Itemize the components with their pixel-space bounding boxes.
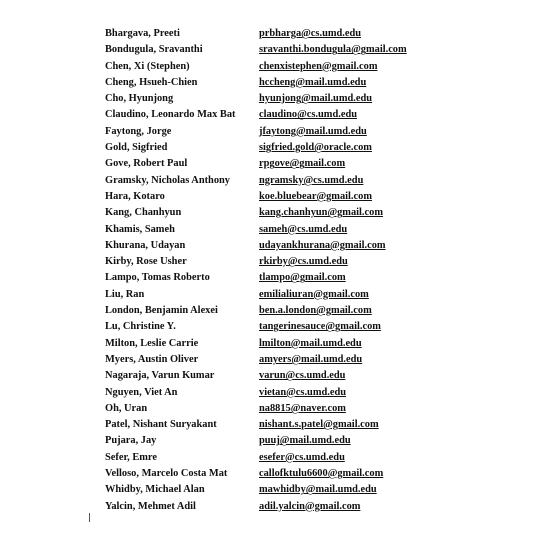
contact-name: Nagaraja, Varun Kumar xyxy=(105,370,215,382)
contact-name: Chen, Xi (Stephen) xyxy=(105,60,190,72)
contact-row xyxy=(105,368,525,384)
contact-row xyxy=(105,385,525,401)
contact-email-link[interactable]: lmilton@mail.umd.edu xyxy=(259,337,362,349)
contact-name: Khurana, Udayan xyxy=(105,239,186,251)
contact-email-link[interactable]: callofktulu6600@gmail.com xyxy=(259,468,384,480)
contact-name: Myers, Austin Oliver xyxy=(105,353,199,365)
contact-name: Gramsky, Nicholas Anthony xyxy=(105,174,231,186)
contact-email-link[interactable]: jfaytong@mail.umd.edu xyxy=(259,125,367,137)
contact-name: Kirby, Rose Usher xyxy=(105,256,187,268)
contact-email-link[interactable]: udayankhurana@gmail.com xyxy=(259,239,386,251)
contact-row xyxy=(105,124,525,140)
contact-name: Bhargava, Preeti xyxy=(105,28,180,39)
contact-email-link[interactable]: prbharga@cs.umd.edu xyxy=(259,28,362,39)
contact-row xyxy=(105,336,525,352)
contact-email-link[interactable]: adil.yalcin@gmail.com xyxy=(259,500,361,512)
contact-name: Hara, Kotaro xyxy=(105,190,165,202)
contact-name: Lu, Christine Y. xyxy=(105,321,176,333)
contact-email-link[interactable]: emilialiuran@gmail.com xyxy=(259,288,369,300)
contact-email-link[interactable]: sameh@cs.umd.edu xyxy=(259,223,348,235)
contact-name: Kang, Chanhyun xyxy=(105,207,182,219)
contact-name: Nguyen, Viet An xyxy=(105,386,178,398)
contact-name: Faytong, Jorge xyxy=(105,125,172,137)
contact-name: Sefer, Emre xyxy=(105,451,157,463)
contact-email-link[interactable]: tangerinesauce@gmail.com xyxy=(259,321,381,333)
contact-row xyxy=(105,75,525,91)
contact-name: Cheng, Hsueh-Chien xyxy=(105,76,198,88)
contact-row xyxy=(105,450,525,466)
contact-row xyxy=(105,303,525,319)
contact-email-link[interactable]: vietan@cs.umd.edu xyxy=(259,386,347,398)
contact-row xyxy=(105,156,525,172)
contact-email-link[interactable]: na8815@naver.com xyxy=(259,402,346,414)
contact-email-link[interactable]: nishant.s.patel@gmail.com xyxy=(259,419,379,431)
contact-email-link[interactable]: rpgove@gmail.com xyxy=(259,158,346,170)
contact-row xyxy=(105,482,525,498)
contact-email-link[interactable]: sigfried.gold@oracle.com xyxy=(259,142,372,154)
contact-row xyxy=(105,319,525,335)
contact-row xyxy=(105,42,525,58)
contact-name: Milton, Leslie Carrie xyxy=(105,337,199,349)
contact-email-link[interactable]: ngramsky@cs.umd.edu xyxy=(259,174,364,186)
contact-email-link[interactable]: mawhidby@mail.umd.edu xyxy=(259,484,377,496)
contact-name: Whidby, Michael Alan xyxy=(105,484,205,496)
contact-row xyxy=(105,205,525,221)
contact-row xyxy=(105,238,525,254)
contact-row xyxy=(105,91,525,107)
contact-name: Velloso, Marcelo Costa Mat xyxy=(105,468,228,480)
contact-row xyxy=(105,352,525,368)
contact-row xyxy=(105,433,525,449)
contact-email-link[interactable]: sravanthi.bondugula@gmail.com xyxy=(259,44,407,56)
contact-email-link[interactable]: esefer@cs.umd.edu xyxy=(259,451,345,463)
contact-name: Yalcin, Mehmet Adil xyxy=(105,500,196,512)
contact-name: Gove, Robert Paul xyxy=(105,158,188,170)
contact-row xyxy=(105,189,525,205)
contact-email-link[interactable]: kang.chanhyun@gmail.com xyxy=(259,207,383,219)
contact-row xyxy=(105,59,525,75)
contact-email-link[interactable]: rkirby@cs.umd.edu xyxy=(259,256,348,268)
contact-name: Cho, Hyunjong xyxy=(105,93,174,105)
contact-name: Patel, Nishant Suryakant xyxy=(105,419,217,431)
contact-row xyxy=(105,499,525,515)
contact-row xyxy=(105,270,525,286)
contact-email-link[interactable]: ben.a.london@gmail.com xyxy=(259,305,372,317)
contact-email-link[interactable]: varun@cs.umd.edu xyxy=(259,370,346,382)
contact-name: Claudino, Leonardo Max Bat xyxy=(105,109,236,121)
contact-row xyxy=(105,173,525,189)
contact-row xyxy=(105,466,525,482)
contact-email-link[interactable]: hyunjong@mail.umd.edu xyxy=(259,93,373,105)
contact-row xyxy=(105,401,525,417)
contact-email-link[interactable]: tlampo@gmail.com xyxy=(259,272,346,284)
contact-row xyxy=(105,140,525,156)
contact-name: London, Benjamin Alexei xyxy=(105,305,218,317)
contact-name: Khamis, Sameh xyxy=(105,223,175,235)
contact-row xyxy=(105,254,525,270)
contact-row xyxy=(105,287,525,303)
text-cursor xyxy=(89,513,90,522)
contact-name: Lampo, Tomas Roberto xyxy=(105,272,210,284)
contact-email-link[interactable]: hccheng@mail.umd.edu xyxy=(259,76,367,88)
contact-name: Oh, Uran xyxy=(105,402,148,414)
contact-list xyxy=(105,26,525,515)
contact-name: Liu, Ran xyxy=(105,288,145,300)
contact-email-link[interactable]: claudino@cs.umd.edu xyxy=(259,109,358,121)
contact-row xyxy=(105,222,525,238)
contact-name: Pujara, Jay xyxy=(105,435,157,447)
contact-row xyxy=(105,26,525,42)
contact-email-link[interactable]: chenxistephen@gmail.com xyxy=(259,60,378,72)
contact-email-link[interactable]: puuj@mail.umd.edu xyxy=(259,435,351,447)
contact-email-link[interactable]: amyers@mail.umd.edu xyxy=(259,353,363,365)
contact-name: Gold, Sigfried xyxy=(105,142,168,154)
contact-row xyxy=(105,107,525,123)
contact-row xyxy=(105,417,525,433)
contact-email-link[interactable]: koe.bluebear@gmail.com xyxy=(259,190,372,202)
contact-name: Bondugula, Sravanthi xyxy=(105,44,203,56)
